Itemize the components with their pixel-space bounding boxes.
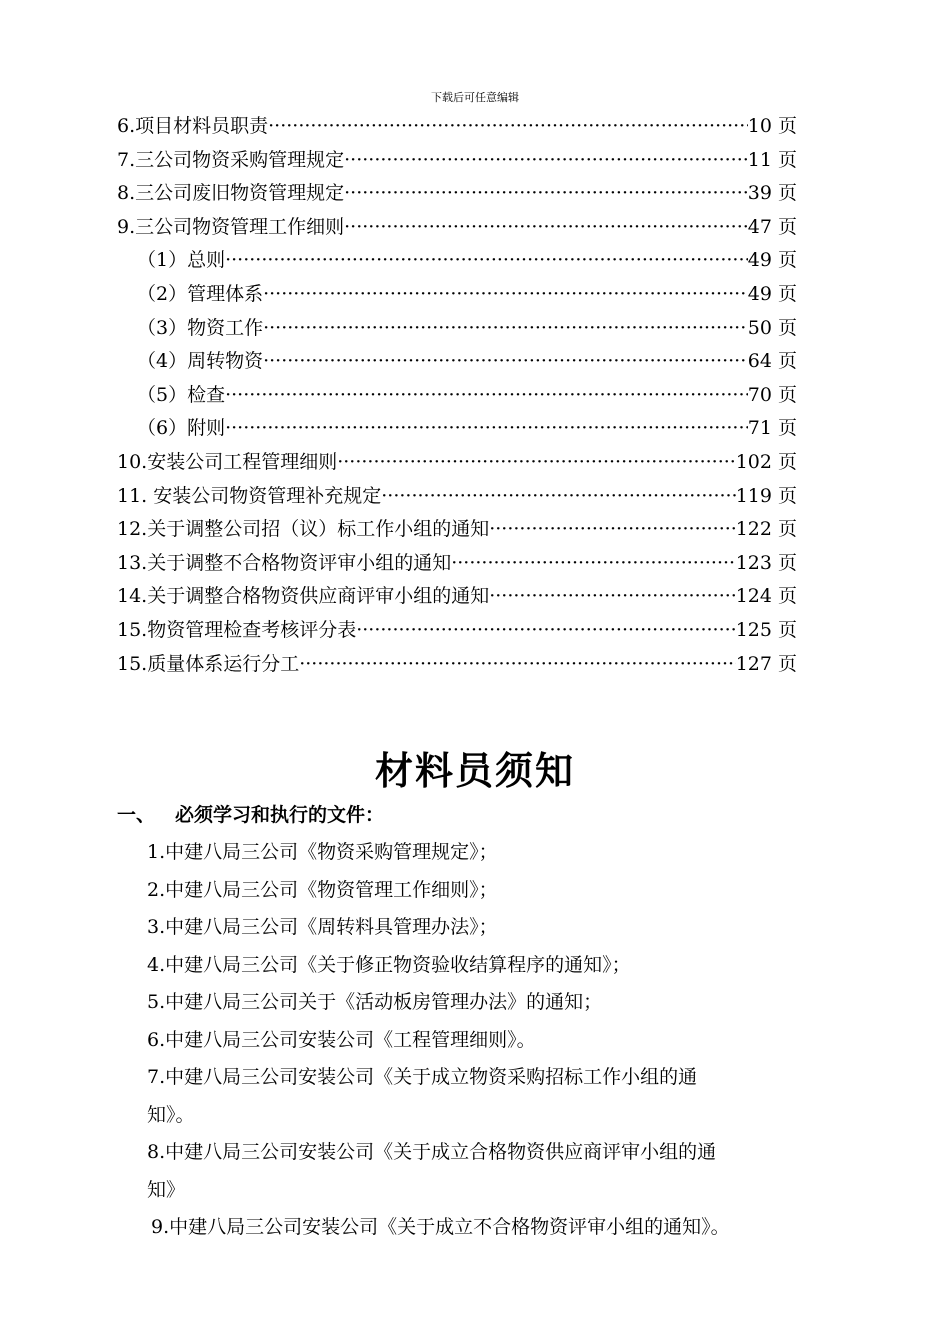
toc-subentry <box>117 379 797 413</box>
toc-dot-leader <box>451 547 735 581</box>
toc-entry-label: 15.质量体系运行分工 <box>117 652 300 675</box>
toc-entry-label: 14.关于调整合格物资供应商评审小组的通知 <box>117 585 490 608</box>
toc-dot-leader <box>381 480 735 514</box>
toc-entry-label: （2）管理体系 <box>137 282 264 305</box>
list-item: 1.中建八局三公司《物资采购管理规定》； <box>147 841 498 863</box>
list-item-continuation: 知》。 <box>147 1103 195 1126</box>
toc-entry-label: 6.项目材料员职责 <box>117 115 269 137</box>
toc-entry-page: 47 页 <box>747 215 797 238</box>
toc-entry-label: 13.关于调整不合格物资评审小组的通知 <box>117 551 452 574</box>
toc-entry-label: 9.三公司物资管理工作细则 <box>117 215 345 238</box>
toc-entry-label: （4）周转物资 <box>137 350 264 373</box>
toc-entry-page: 11 页 <box>747 148 797 171</box>
list-item: 6.中建八局三公司安装公司《工程管理细则》。 <box>147 1028 536 1051</box>
toc-dot-leader <box>489 580 735 614</box>
toc-entry-page: 102 页 <box>735 450 797 473</box>
toc-entry <box>117 110 797 144</box>
toc-entry-page: 127 页 <box>735 652 797 675</box>
toc-dot-leader <box>489 513 735 547</box>
toc-subentry <box>117 345 797 379</box>
toc-subentry <box>117 244 797 278</box>
toc-entry-page: 39 页 <box>747 182 797 205</box>
toc-entry <box>117 144 797 178</box>
toc-entry <box>117 648 797 682</box>
toc-entry-label: 12.关于调整公司招（议）标工作小组的通知 <box>117 518 490 541</box>
list-item: 4.中建八局三公司《关于修正物资验收结算程序的通知》； <box>147 953 631 976</box>
toc-dot-leader <box>268 110 748 144</box>
toc-entry <box>117 480 797 514</box>
toc-entry-page: 10 页 <box>747 115 797 137</box>
toc-entry <box>117 177 797 211</box>
toc-subentry <box>117 278 797 312</box>
list-item: 8.中建八局三公司安装公司《关于成立合格物资供应商评审小组的通 <box>147 1141 717 1163</box>
toc-entry-page: 71 页 <box>747 417 797 440</box>
list-item: 9.中建八局三公司安装公司《关于成立不合格物资评审小组的通知》。 <box>151 1216 730 1238</box>
toc-dot-leader <box>344 144 748 178</box>
toc-entry-page: 49 页 <box>747 249 797 272</box>
table-of-contents <box>117 110 797 681</box>
toc-entry-label: （6）附则 <box>137 417 226 440</box>
toc-entry-page: 123 页 <box>735 551 797 574</box>
toc-entry-page: 50 页 <box>747 316 797 339</box>
list-item: 3.中建八局三公司《周转料具管理办法》； <box>147 916 498 938</box>
toc-entry-label: 15.物资管理检查考核评分表 <box>117 618 357 641</box>
toc-dot-leader <box>356 614 735 648</box>
toc-dot-leader <box>344 177 748 211</box>
toc-entry-page: 125 页 <box>735 618 797 641</box>
toc-entry-page: 122 页 <box>735 518 797 541</box>
toc-entry <box>117 513 797 547</box>
toc-entry <box>117 547 797 581</box>
toc-dot-leader <box>299 648 735 682</box>
section-heading <box>117 800 384 827</box>
toc-entry-label: （3）物资工作 <box>137 316 264 339</box>
toc-entry-page: 49 页 <box>747 282 797 305</box>
toc-entry <box>117 614 797 648</box>
required-documents-list <box>147 834 847 1247</box>
toc-dot-leader <box>263 345 748 379</box>
section-heading-text: 必须学习和执行的文件： <box>175 804 385 826</box>
list-item: 5.中建八局三公司关于《活动板房管理办法》的通知； <box>147 991 603 1013</box>
toc-dot-leader <box>337 446 735 480</box>
toc-entry-page: 70 页 <box>747 383 797 406</box>
toc-subentry <box>117 312 797 346</box>
toc-entry <box>117 580 797 614</box>
toc-dot-leader <box>263 312 748 346</box>
toc-entry-label: （1）总则 <box>137 249 226 272</box>
toc-dot-leader <box>225 244 748 278</box>
toc-entry-label: 11. 安装公司物资管理补充规定 <box>117 484 382 507</box>
toc-entry-page: 119 页 <box>735 484 797 507</box>
list-item: 2.中建八局三公司《物资管理工作细则》； <box>147 878 498 901</box>
toc-dot-leader <box>225 412 748 446</box>
document-title: 材料员须知 <box>374 749 575 793</box>
toc-dot-leader <box>225 379 748 413</box>
toc-dot-leader <box>344 211 748 245</box>
toc-entry-label: 8.三公司废旧物资管理规定 <box>117 182 345 205</box>
toc-entry <box>117 211 797 245</box>
toc-entry <box>117 446 797 480</box>
toc-entry-page: 64 页 <box>747 350 797 373</box>
toc-entry-label: 10.安装公司工程管理细则 <box>117 450 338 473</box>
toc-dot-leader <box>263 278 748 312</box>
toc-entry-page: 124 页 <box>735 585 797 608</box>
toc-subentry <box>117 412 797 446</box>
list-item-continuation: 知》 <box>147 1178 186 1201</box>
section-number: 一、 <box>117 804 156 826</box>
page-header: 下载后可任意编辑 <box>431 91 519 104</box>
toc-entry-label: （5）检查 <box>137 383 226 406</box>
toc-entry-label: 7.三公司物资采购管理规定 <box>117 148 345 171</box>
list-item: 7.中建八局三公司安装公司《关于成立物资采购招标工作小组的通 <box>147 1066 698 1088</box>
